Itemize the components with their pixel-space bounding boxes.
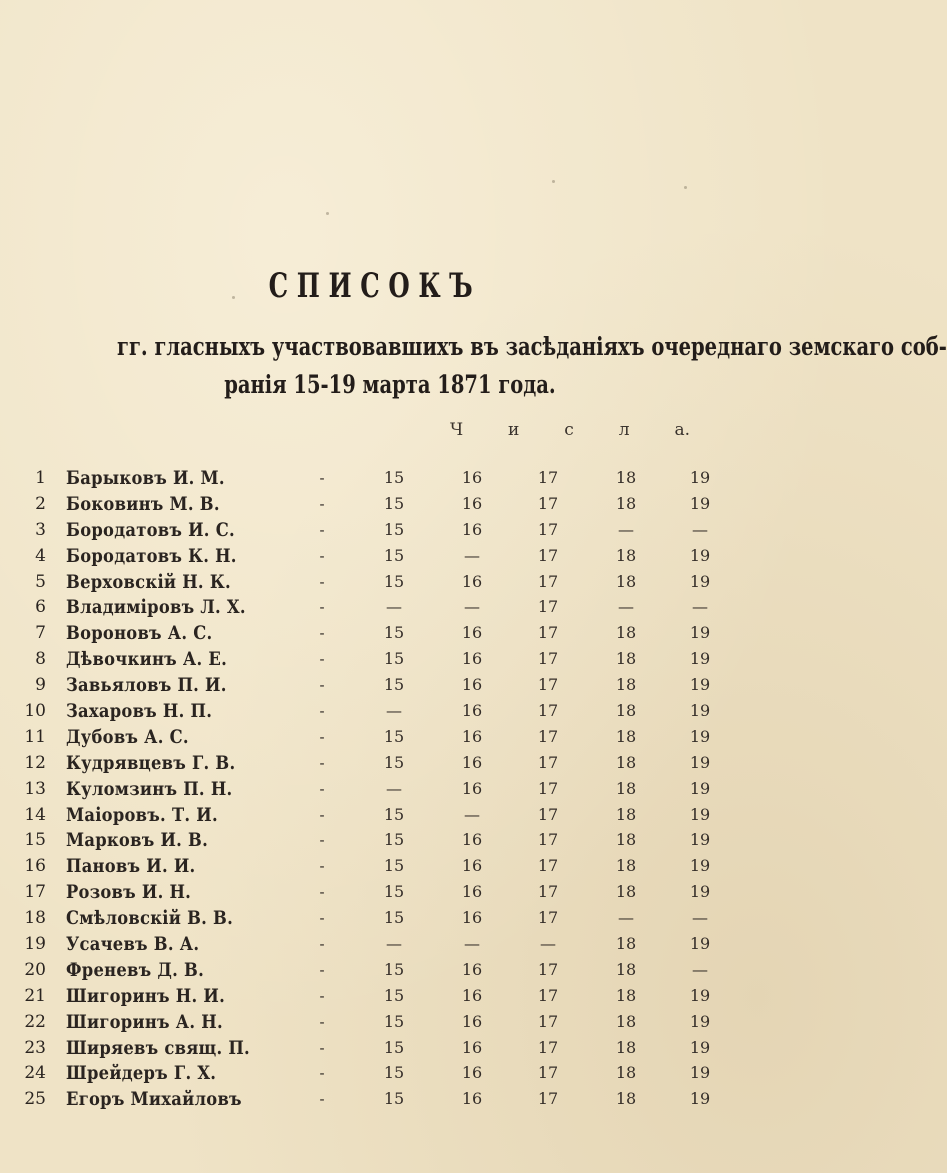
member-name: Розовъ И. Н. — [66, 881, 192, 904]
leader-dash: - — [319, 1012, 325, 1031]
attendance-date-cell: 16 — [461, 519, 483, 539]
page-title: СПИСОКЪ — [268, 266, 482, 306]
attendance-date-cell: 17 — [537, 649, 559, 669]
attendance-date-cell: 19 — [689, 934, 711, 954]
list-item — [0, 517, 800, 543]
attendance-date-cell: 15 — [383, 830, 405, 850]
member-name: Завьяловъ П. И. — [66, 674, 227, 697]
leader-dash: - — [319, 598, 325, 617]
attendance-date-cell: 18 — [615, 856, 637, 876]
attendance-date-cell: 16 — [461, 649, 483, 669]
attendance-date-cell: 18 — [615, 649, 637, 669]
attendance-date-cell: 19 — [689, 623, 711, 643]
attendance-date-cell: 18 — [615, 1011, 637, 1031]
attendance-date-cell: 17 — [537, 468, 559, 487]
leader-dash: - — [319, 883, 325, 902]
attendance-date-cell: 18 — [615, 623, 637, 643]
attendance-date-cell: 16 — [461, 493, 483, 513]
list-item — [0, 983, 800, 1009]
list-item — [0, 827, 800, 853]
attendance-date-cell: 19 — [689, 571, 711, 591]
attendance-date-cell: 16 — [461, 1063, 483, 1083]
row-number: 4 — [35, 545, 46, 566]
attendance-date-cell: 17 — [537, 804, 559, 824]
attendance-date-cell: 16 — [461, 778, 483, 798]
member-name: Куломзинъ П. Н. — [66, 777, 233, 800]
attendance-date-cell: 18 — [615, 545, 637, 565]
attendance-date-cell: 16 — [461, 752, 483, 772]
attendance-date-cell: 16 — [461, 1037, 483, 1057]
attendance-date-cell: 19 — [689, 752, 711, 772]
attendance-date-cell: 17 — [537, 726, 559, 746]
leader-dash: - — [319, 909, 325, 928]
attendance-date-cell: — — [386, 934, 402, 954]
attendance-date-cell: 19 — [689, 1063, 711, 1083]
row-number: 20 — [24, 959, 46, 980]
list-item — [0, 879, 800, 905]
list-item — [0, 776, 800, 802]
attendance-date-cell: 18 — [615, 1089, 637, 1109]
list-item — [0, 853, 800, 879]
attendance-date-cell: 15 — [383, 545, 405, 565]
row-number: 9 — [35, 675, 46, 696]
attendance-date-cell: 15 — [383, 1011, 405, 1031]
row-number: 21 — [24, 985, 46, 1006]
leader-dash: - — [319, 546, 325, 565]
row-number: 8 — [35, 649, 46, 670]
attendance-date-cell: 19 — [689, 778, 711, 798]
leader-dash: - — [319, 494, 325, 513]
attendance-date-cell: 17 — [537, 752, 559, 772]
list-item — [0, 594, 800, 620]
list-item — [0, 1060, 800, 1086]
attendance-date-cell: 19 — [689, 726, 711, 746]
numbers-column-heading — [450, 420, 690, 440]
member-name: Усачевъ В. А. — [66, 933, 200, 956]
attendance-date-cell: 15 — [383, 752, 405, 772]
attendance-date-cell: 15 — [383, 493, 405, 513]
attendance-date-cell: 18 — [615, 830, 637, 850]
attendance-date-cell: 16 — [461, 1011, 483, 1031]
member-name: Вороновъ А. С. — [66, 622, 213, 645]
leader-dash: - — [319, 572, 325, 591]
member-name: Шрейдеръ Г. Х. — [66, 1062, 217, 1085]
heading-letter: Ч — [450, 420, 464, 440]
attendance-date-cell: — — [386, 778, 402, 798]
member-name: Ширяевъ свящ. П. — [66, 1036, 250, 1059]
list-item — [0, 1035, 800, 1061]
attendance-date-cell: 19 — [689, 1011, 711, 1031]
member-name: Барыковъ И. М. — [66, 467, 225, 489]
list-item — [0, 931, 800, 957]
list-item — [0, 802, 800, 828]
attendance-date-cell: — — [540, 934, 556, 954]
list-item — [0, 750, 800, 776]
list-item — [0, 905, 800, 931]
heading-letter: и — [508, 420, 520, 440]
attendance-date-cell: 17 — [537, 959, 559, 979]
leader-dash: - — [319, 1090, 325, 1109]
attendance-date-cell: 17 — [537, 519, 559, 539]
attendance-date-cell: 17 — [537, 856, 559, 876]
member-name: Бородатовъ К. Н. — [66, 544, 237, 567]
attendance-date-cell: 15 — [383, 959, 405, 979]
member-name: Верховскiй Н. К. — [66, 570, 231, 593]
row-number: 11 — [24, 726, 46, 747]
attendance-date-cell: 19 — [689, 1037, 711, 1057]
attendance-date-cell: 16 — [461, 623, 483, 643]
attendance-date-cell: — — [692, 519, 708, 539]
attendance-date-cell: 15 — [383, 1089, 405, 1109]
row-number: 3 — [35, 519, 46, 540]
attendance-date-cell: 18 — [615, 701, 637, 721]
leader-dash: - — [319, 986, 325, 1005]
attendance-date-cell: 19 — [689, 701, 711, 721]
attendance-date-cell: 16 — [461, 1089, 483, 1109]
row-number: 10 — [24, 701, 46, 722]
attendance-date-cell: 18 — [615, 571, 637, 591]
attendance-date-cell: 18 — [615, 934, 637, 954]
attendance-date-cell: 17 — [537, 1089, 559, 1109]
leader-dash: - — [319, 469, 325, 487]
member-name: Дубовъ А. С. — [66, 725, 189, 748]
leader-dash: - — [319, 935, 325, 954]
attendance-date-cell: 18 — [615, 468, 637, 487]
attendance-date-cell: — — [464, 597, 480, 617]
attendance-date-cell: — — [618, 597, 634, 617]
attendance-date-cell: 17 — [537, 545, 559, 565]
member-name: Пановъ И. И. — [66, 855, 196, 878]
attendance-date-cell: 16 — [461, 959, 483, 979]
attendance-date-cell: 16 — [461, 701, 483, 721]
attendance-list — [0, 465, 800, 1112]
leader-dash: - — [319, 1064, 325, 1083]
leader-dash: - — [319, 676, 325, 695]
list-item — [0, 672, 800, 698]
list-item — [0, 646, 800, 672]
attendance-date-cell: 18 — [615, 493, 637, 513]
attendance-date-cell: 18 — [615, 752, 637, 772]
attendance-date-cell: 15 — [383, 1063, 405, 1083]
member-name: Егоръ Михайловъ — [66, 1088, 242, 1111]
attendance-date-cell: 18 — [615, 675, 637, 695]
list-item — [0, 491, 800, 517]
attendance-date-cell: 19 — [689, 493, 711, 513]
attendance-date-cell: 18 — [615, 726, 637, 746]
attendance-date-cell: 15 — [383, 468, 405, 487]
row-number: 23 — [24, 1037, 46, 1058]
attendance-date-cell: 16 — [461, 985, 483, 1005]
list-item — [0, 543, 800, 569]
heading-letter: а. — [674, 420, 690, 440]
attendance-date-cell: 18 — [615, 1037, 637, 1057]
attendance-date-cell: 15 — [383, 649, 405, 669]
attendance-date-cell: — — [692, 597, 708, 617]
attendance-date-cell: 19 — [689, 856, 711, 876]
member-name: Смѣловскiй В. В. — [66, 907, 234, 930]
attendance-date-cell: 16 — [461, 726, 483, 746]
member-name: Шигоринъ Н. И. — [66, 984, 226, 1007]
row-number: 24 — [24, 1063, 46, 1084]
member-name: Маiоровъ. Т. И. — [66, 803, 218, 826]
attendance-date-cell: 17 — [537, 571, 559, 591]
leader-dash: - — [319, 650, 325, 669]
list-item — [0, 1086, 800, 1112]
attendance-date-cell: 15 — [383, 804, 405, 824]
list-item — [0, 620, 800, 646]
row-number: 19 — [24, 934, 46, 955]
attendance-date-cell: 17 — [537, 701, 559, 721]
leader-dash: - — [319, 624, 325, 643]
list-item — [0, 569, 800, 595]
attendance-date-cell: 18 — [615, 778, 637, 798]
row-number: 16 — [24, 856, 46, 877]
heading-letter: с — [564, 420, 574, 440]
attendance-date-cell: 16 — [461, 675, 483, 695]
paper-speck — [326, 212, 329, 215]
attendance-date-cell: 19 — [689, 675, 711, 695]
attendance-date-cell: 17 — [537, 985, 559, 1005]
member-name: Шигоринъ А. Н. — [66, 1010, 223, 1033]
attendance-date-cell: 18 — [615, 959, 637, 979]
attendance-date-cell: — — [692, 959, 708, 979]
attendance-date-cell: — — [618, 519, 634, 539]
row-number: 18 — [24, 908, 46, 929]
leader-dash: - — [319, 520, 325, 539]
member-name: Боковинъ М. В. — [66, 492, 220, 515]
row-number: 22 — [24, 1011, 46, 1032]
attendance-date-cell: 19 — [689, 468, 711, 487]
attendance-date-cell: 17 — [537, 1011, 559, 1031]
attendance-date-cell: 15 — [383, 1037, 405, 1057]
row-number: 25 — [24, 1089, 46, 1110]
row-number: 13 — [24, 778, 46, 799]
list-item — [0, 1009, 800, 1035]
leader-dash: - — [319, 960, 325, 979]
attendance-date-cell: 19 — [689, 830, 711, 850]
heading-letter: л — [618, 420, 630, 440]
attendance-date-cell: 17 — [537, 675, 559, 695]
attendance-date-cell: 19 — [689, 1089, 711, 1109]
attendance-date-cell: 19 — [689, 882, 711, 902]
attendance-date-cell: 17 — [537, 830, 559, 850]
member-name: Дѣвочкинъ А. Е. — [66, 648, 228, 671]
attendance-date-cell: 17 — [537, 623, 559, 643]
attendance-date-cell: — — [386, 701, 402, 721]
paper-speck — [552, 180, 555, 183]
row-number: 15 — [24, 830, 46, 851]
leader-dash: - — [319, 805, 325, 824]
attendance-date-cell: 16 — [461, 830, 483, 850]
attendance-date-cell: — — [464, 545, 480, 565]
member-name: Владимiровъ Л. Х. — [66, 596, 246, 619]
attendance-date-cell: 15 — [383, 856, 405, 876]
attendance-date-cell: 15 — [383, 519, 405, 539]
attendance-date-cell: 15 — [383, 985, 405, 1005]
attendance-date-cell: — — [464, 804, 480, 824]
attendance-date-cell: 17 — [537, 908, 559, 928]
attendance-date-cell: 16 — [461, 908, 483, 928]
attendance-date-cell: 17 — [537, 1063, 559, 1083]
attendance-date-cell: — — [692, 908, 708, 928]
leader-dash: - — [319, 727, 325, 746]
member-name: Захаровъ Н. П. — [66, 700, 213, 723]
attendance-date-cell: — — [386, 597, 402, 617]
attendance-date-cell: 15 — [383, 908, 405, 928]
member-name: Бородатовъ И. С. — [66, 518, 235, 541]
subtitle-line-2: ранiя 15-19 марта 1871 года. — [224, 370, 556, 399]
attendance-date-cell: 18 — [615, 985, 637, 1005]
leader-dash: - — [319, 753, 325, 772]
row-number: 17 — [24, 882, 46, 903]
attendance-date-cell: 18 — [615, 804, 637, 824]
list-item — [0, 465, 800, 491]
list-item — [0, 724, 800, 750]
attendance-date-cell: 19 — [689, 649, 711, 669]
attendance-date-cell: 19 — [689, 545, 711, 565]
row-number: 1 — [35, 468, 46, 488]
row-number: 2 — [35, 493, 46, 514]
attendance-date-cell: 16 — [461, 468, 483, 487]
attendance-date-cell: 17 — [537, 597, 559, 617]
attendance-date-cell: 16 — [461, 571, 483, 591]
list-item — [0, 698, 800, 724]
attendance-date-cell: 15 — [383, 675, 405, 695]
attendance-date-cell: 17 — [537, 1037, 559, 1057]
attendance-date-cell: 18 — [615, 882, 637, 902]
leader-dash: - — [319, 1038, 325, 1057]
row-number: 6 — [35, 597, 46, 618]
member-name: Кудрявцевъ Г. В. — [66, 751, 236, 774]
leader-dash: - — [319, 779, 325, 798]
attendance-date-cell: 19 — [689, 985, 711, 1005]
attendance-date-cell: 15 — [383, 623, 405, 643]
leader-dash: - — [319, 831, 325, 850]
attendance-date-cell: 18 — [615, 1063, 637, 1083]
attendance-date-cell: 15 — [383, 726, 405, 746]
row-number: 14 — [24, 804, 46, 825]
attendance-date-cell: 16 — [461, 856, 483, 876]
leader-dash: - — [319, 702, 325, 721]
row-number: 7 — [35, 623, 46, 644]
attendance-date-cell: 15 — [383, 882, 405, 902]
attendance-date-cell: 15 — [383, 571, 405, 591]
leader-dash: - — [319, 857, 325, 876]
attendance-date-cell: — — [618, 908, 634, 928]
attendance-date-cell: 17 — [537, 778, 559, 798]
row-number: 12 — [24, 752, 46, 773]
subtitle-line-1: гг. гласныхъ участвовавшихъ въ засѣданiяхъ очереднаго земскаго соб- — [117, 332, 947, 361]
attendance-date-cell: 16 — [461, 882, 483, 902]
member-name: Френевъ Д. В. — [66, 958, 205, 981]
attendance-date-cell: 17 — [537, 493, 559, 513]
paper-speck — [684, 186, 687, 189]
member-name: Марковъ И. В. — [66, 829, 209, 852]
attendance-date-cell: 17 — [537, 882, 559, 902]
attendance-date-cell: 19 — [689, 804, 711, 824]
attendance-date-cell: — — [464, 934, 480, 954]
list-item — [0, 957, 800, 983]
row-number: 5 — [35, 571, 46, 592]
